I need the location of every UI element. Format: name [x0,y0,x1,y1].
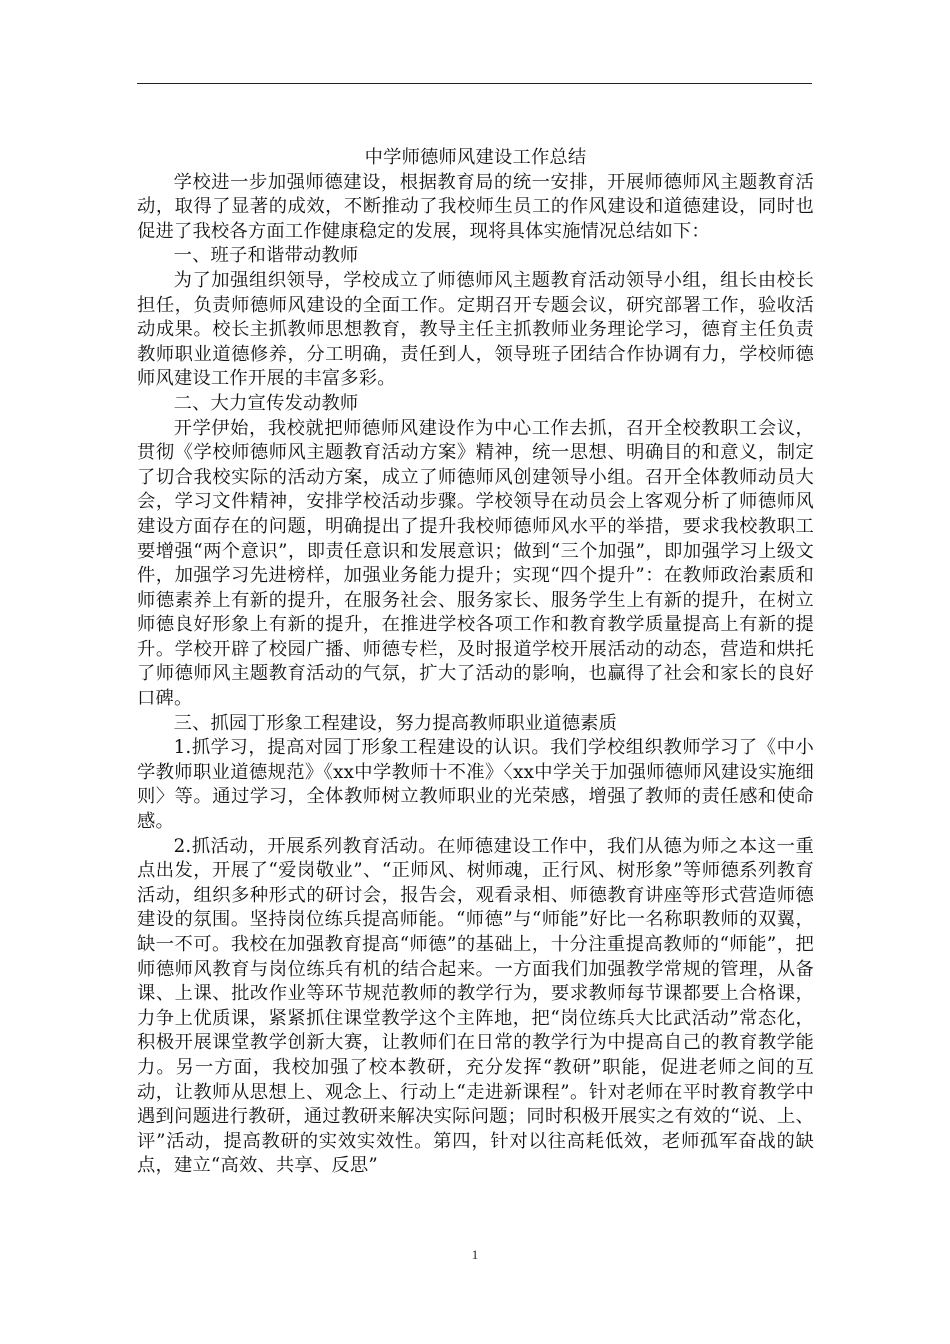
body-paragraph: 开学伊始，我校就把师德师风建设作为中心工作去抓，召开全校教职工会议，贯彻《学校师德师风主题教育活动方案》精神，统一思想、明确目的和意义，制定了切合我校实际的活动方案，成立了师德师风创建领导小组。召开全体教师动员大会，学习文件精神，安排学校活动步骤。学校领导在动员会上客观分析了师德师风建设方面存在的问题，明确提出了提升我校师德师风水平的举措，要求我校教职工要增强“两个意识”，即责任意识和发展意识；做到“三个加强”，即加强学习上级文件，加强学习先进榜样，加强业务能力提升；实现“四个提升”：在教师政治素质和师德素养上有新的提升，在服务社会、服务家长、服务学生上有新的提升，在树立师德良好形象上有新的提升，在推进学校各项工作和教育教学质量提高上有新的提升。学校开辟了校园广播、师德专栏，及时报道学校开展活动的动态，营造和烘托了师德师风主题教育活动的气氛，扩大了活动的影响，也赢得了社会和家长的良好口碑。 [137,417,814,710]
section-heading-3: 三、抓园丁形象工程建设，努力提高教师职业道德素质 [173,712,618,734]
section-heading-1: 一、班子和谐带动教师 [173,245,359,267]
section-heading-2: 二、大力宣传发动教师 [173,392,359,414]
page-number: 1 [471,1247,479,1262]
body-paragraph-intro: 学校进一步加强师德建设，根据教育局的统一安排，开展师德师风主题教育活动，取得了显著的成效，不断推动了我校师生员工的作风建设和道德建设，同时也促进了我校各方面工作健康稳定的发展，现将具体实施情况总结如下： [137,171,814,242]
body-paragraph: 2.抓活动，开展系列教育活动。在师德建设工作中，我们从德为师之本这一重点出发，开展了“爱岗敬业”、“正师风、树师魂，正行风、树形象”等师德系列教育活动，组织多种形式的研讨会，报告会，观看录相、师德教育讲座等形式营造师德建设的氛围。坚持岗位练兵提高师能。“师德”与“师能”好比一名称职教师的双翼，缺一不可。我校在加强教育提高“师德”的基础上，十分注重提高教师的“师能”，把师德师风教育与岗位练兵有机的结合起来。一方面我们加强教学常规的管理，从备课、上课、批改作业等环节规范教师的教学行为，要求教师每节课都要上合格课，力争上优质课，紧紧抓住课堂教学这个主阵地，把“岗位练兵大比武活动”常态化，积极开展课堂教学创新大赛，让教师们在日常的教学行为中提高自己的教育教学能力。另一方面，我校加强了校本教研，充分发挥“教研”职能，促进老师之间的互动，让教师从思想上、观念上、行动上“走进新课程”。针对老师在平时教育教学中遇到问题进行教研，通过教研来解决实际问题；同时积极开展实之有效的“说、上、评”活动，提高教研的实效实效性。第四，针对以往高耗低效，老师孤军奋战的缺点，建立“高效、共享、反思” [137,835,814,1177]
header-rule [137,83,812,84]
body-paragraph: 为了加强组织领导，学校成立了师德师风主题教育活动领导小组，组长由校长担任，负责师德师风建设的全面工作。定期召开专题会议，研究部署工作，验收活动成果。校长主抓教师思想教育，教导主任主抓教师业务理论学习，德育主任负责教师职业道德修养，分工明确，责任到人，领导班子团结合作协调有力，学校师德师风建设工作开展的丰富多彩。 [137,269,814,390]
document-title: 中学师德师风建设工作总结 [364,147,587,168]
document-body [137,146,814,1179]
body-paragraph: 1.抓学习，提高对园丁形象工程建设的认识。我们学校组织教师学习了《中小学教师职业道德规范》《xx中学教师十不准》〈xx中学关于加强师德师风建设实施细则〉等。通过学习，全体教师树立教师职业的光荣感，增强了教师的责任感和使命感。 [137,737,814,833]
